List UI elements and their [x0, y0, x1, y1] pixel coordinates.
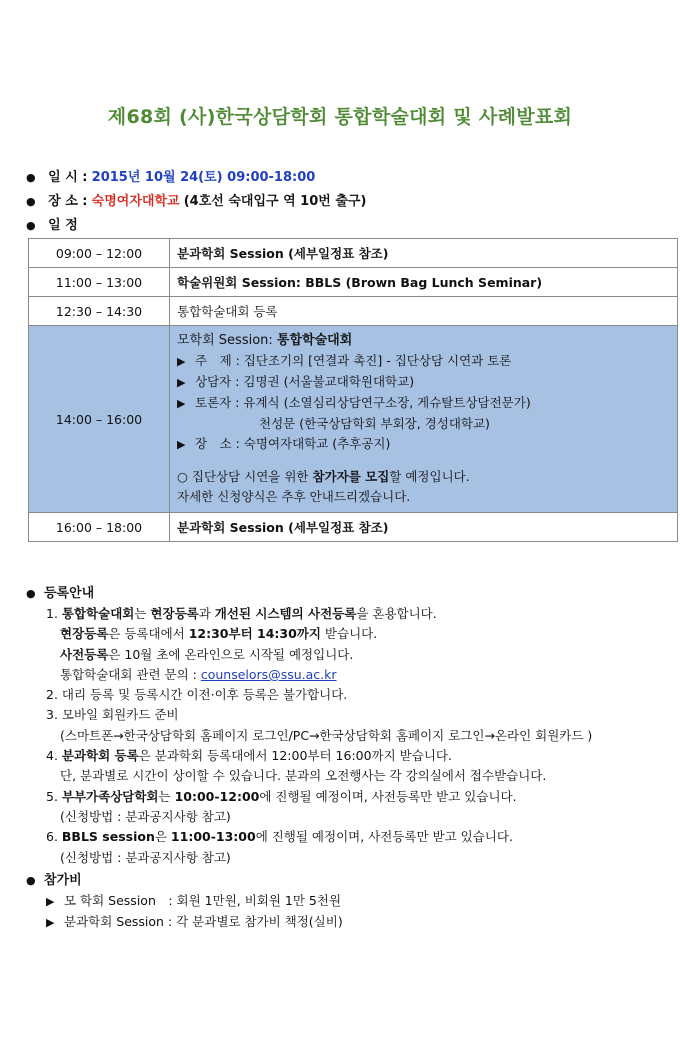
bullet-icon: ● [26, 171, 36, 184]
table-row [29, 297, 678, 326]
list-subitem [46, 624, 676, 644]
bold-text: 분과학회 등록 [61, 748, 139, 764]
notice-line-2: 자세한 신청양식은 추후 안내드리겠습니다. [177, 489, 411, 504]
text: 에 진행될 예정이며, 사전등록만 받고 있습니다. [259, 788, 517, 804]
schedule-table [28, 238, 678, 542]
list-subitem: (스마트폰→한국상담학회 홈페이지 로그인/PC→한국상담학회 홈페이지 로그인→온라인 회원카드 ) [60, 727, 593, 743]
notice-pre: ○ 집단상담 시연을 위한 [177, 469, 313, 484]
place-label: 장 소 : [48, 194, 88, 209]
place-line [26, 190, 366, 209]
host-line [177, 372, 677, 393]
text: 은 등록대에서 [108, 626, 189, 642]
contact-email-link[interactable]: counselors@ssu.ac.kr [200, 666, 337, 682]
table-row-main-session [29, 326, 678, 513]
time-cell: 09:00 – 12:00 [29, 239, 170, 268]
list-subitem: 단, 분과별로 시간이 상이할 수 있습니다. 분과의 오전행사는 각 강의실에서 접수받습니다. [60, 768, 547, 784]
registration-heading [26, 582, 94, 601]
schedule-label: 일 정 [48, 218, 78, 233]
bold-text: 12:30부터 14:30까지 [188, 626, 321, 642]
table-row [29, 239, 678, 268]
bullet-icon: ● [26, 874, 36, 887]
bullet-icon: ● [26, 587, 36, 600]
fee-heading [26, 869, 82, 888]
bold-text: 사전등록 [60, 646, 109, 662]
text: 은 [154, 829, 171, 845]
place-note: (4호선 숙대입구 역 10번 출구) [183, 194, 367, 209]
fee-item [46, 912, 343, 933]
list-item: 3. 모바일 회원카드 준비 [46, 707, 179, 723]
topic-text: 주 제 : 집단조기의 [연결과 촉진] - 집단상담 시연과 토론 [195, 353, 512, 368]
main-session-title [177, 331, 677, 351]
desc-text: 학술위원회 Session: BBLS (Brown Bag Lunch Seminar) [177, 275, 543, 290]
fee-list [46, 891, 343, 933]
time-cell: 11:00 – 13:00 [29, 268, 170, 297]
item-number: 5. [46, 788, 62, 804]
desc-cell [170, 513, 678, 542]
text: 통합학술대회 관련 문의 : [60, 666, 201, 682]
fee-text: 분과학회 Session : 각 분과별로 참가비 책정(실비) [64, 914, 343, 929]
table-row [29, 268, 678, 297]
registration-heading-text: 등록안내 [44, 586, 95, 601]
fee-heading-text: 참가비 [44, 873, 82, 888]
registration-list [46, 604, 676, 868]
list-subitem [46, 645, 676, 665]
bullet-icon: ● [26, 195, 36, 208]
fee-text: 모 학회 Session : 회원 1만원, 비회원 1만 5천원 [64, 893, 342, 908]
list-subitem [46, 665, 676, 685]
list-item [46, 604, 676, 624]
panel-line [177, 393, 677, 414]
venue-line [177, 434, 677, 455]
table-row [29, 513, 678, 542]
triangle-icon: ▶ [46, 916, 55, 929]
bold-text: 개선된 시스템의 사전등록 [214, 606, 357, 621]
item-number: 4. [46, 748, 62, 764]
main-session-cell [170, 326, 678, 513]
notice-bold: 참가자를 모집 [312, 469, 390, 484]
item-number: 6. [46, 829, 62, 845]
desc-cell [170, 268, 678, 297]
place-value: 숙명여자대학교 [91, 194, 180, 209]
page-title: 제68회 (사)한국상담학회 통합학술대회 및 사례발표회 [107, 106, 573, 128]
list-item [46, 746, 676, 766]
text: 받습니다. [320, 626, 378, 642]
bold-text: 10:00-12:00 [174, 788, 260, 804]
text: 는 [158, 788, 175, 804]
bold-text: 통합학술대회 [61, 606, 135, 621]
list-item [46, 787, 676, 807]
bullet-icon: ● [26, 219, 36, 232]
bold-text: 현장등록 [60, 626, 109, 642]
date-line [26, 166, 315, 185]
main-title-prefix: 모학회 Session: [177, 333, 277, 348]
panel-line-2: 천성문 (한국상담학회 부회장, 경성대학교) [259, 416, 490, 431]
time-cell: 12:30 – 14:30 [29, 297, 170, 326]
fee-item [46, 891, 343, 912]
bold-text: BBLS session [61, 829, 155, 845]
text: 는 [134, 606, 151, 621]
triangle-icon: ▶ [177, 376, 186, 389]
date-value: 2015년 10월 24(토) 09:00-18:00 [91, 170, 316, 185]
main-title-bold: 통합학술대회 [276, 333, 353, 348]
desc-text: 분과학회 Session (세부일정표 참조) [177, 520, 389, 535]
item-number: 1. [46, 606, 62, 621]
text: 에 진행될 예정이며, 사전등록만 받고 있습니다. [255, 829, 513, 845]
schedule-label-line [26, 214, 78, 233]
notice-post: 할 예정입니다. [389, 469, 470, 484]
list-subitem: (신청방법 : 분과공지사항 참고) [60, 808, 231, 824]
notice-line [177, 467, 677, 487]
triangle-icon: ▶ [177, 355, 186, 368]
venue-text: 장 소 : 숙명여자대학교 (추후공지) [195, 436, 391, 451]
desc-cell [170, 239, 678, 268]
bold-text: 11:00-13:00 [170, 829, 256, 845]
panel-text-1: 토론자 : 유계식 (소열심리상담연구소장, 게슈탈트상담전문가) [195, 395, 531, 410]
date-label: 일 시 : [48, 170, 88, 185]
desc-cell: 통합학술대회 등록 [170, 297, 678, 326]
triangle-icon: ▶ [46, 895, 55, 908]
bold-text: 현장등록 [150, 606, 199, 621]
topic-line [177, 351, 677, 372]
list-item: 2. 대리 등록 및 등록시간 이전·이후 등록은 불가합니다. [46, 687, 348, 703]
text: 과 [198, 606, 215, 621]
desc-text: 분과학회 Session (세부일정표 참조) [177, 246, 389, 261]
time-cell: 16:00 – 18:00 [29, 513, 170, 542]
list-subitem: (신청방법 : 분과공지사항 참고) [60, 849, 231, 865]
triangle-icon: ▶ [177, 397, 186, 410]
time-cell: 14:00 – 16:00 [29, 326, 170, 513]
text: 은 10월 초에 온라인으로 시작될 예정입니다. [108, 646, 354, 662]
list-item [46, 827, 676, 847]
text: 은 분과학회 등록대에서 12:00부터 16:00까지 받습니다. [138, 748, 452, 764]
bold-text: 부부가족상담학회 [61, 788, 159, 804]
text: 을 혼용합니다. [356, 606, 437, 621]
triangle-icon: ▶ [177, 438, 186, 451]
host-text: 상담자 : 김명권 (서울불교대학원대학교) [195, 374, 415, 389]
